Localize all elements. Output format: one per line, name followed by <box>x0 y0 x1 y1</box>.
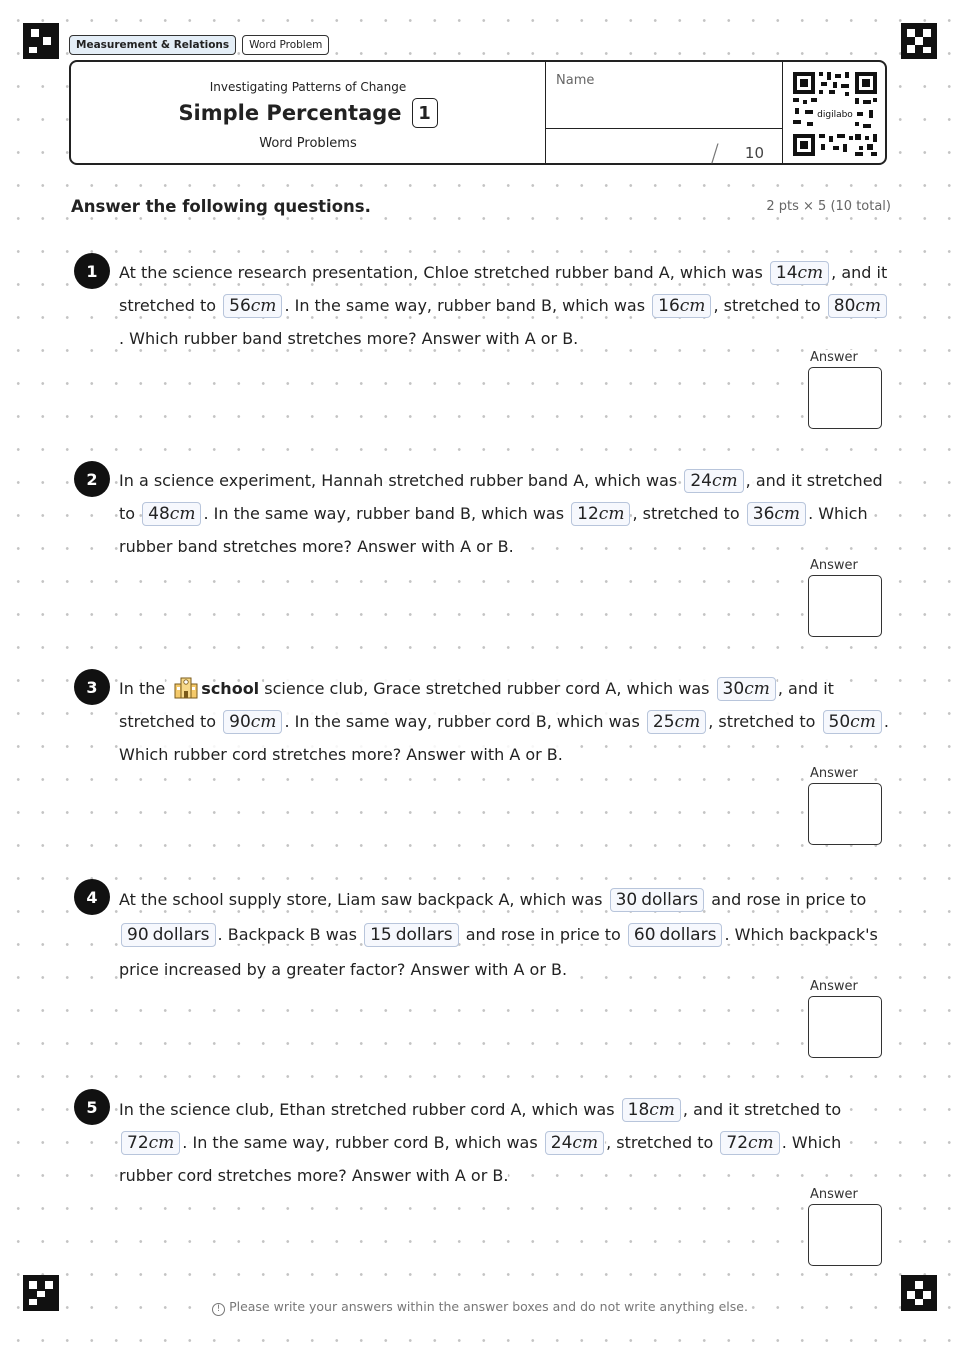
header-title-row <box>71 98 545 128</box>
worksheet-header <box>69 60 887 165</box>
footer-text: Please write your answers within the answer boxes and do not write anything else. <box>229 1299 748 1314</box>
points-summary: 2 pts × 5 (10 total) <box>766 199 891 214</box>
question-text-3: In the school science club, Grace stretched rubber cord A, which was 30cm , and it stretched to 90cm . In the same way, rubber cord B, which was 25cm , stretched to 50cm . Which rubber cord stretches more? Answer with A or B. <box>119 672 891 771</box>
registration-marker-top-left <box>23 23 59 59</box>
answer-label-1: Answer <box>810 350 858 365</box>
answer-box-2[interactable] <box>808 575 882 637</box>
question-text-2: In a science experiment, Hannah stretched rubber band A, which was 24cm , and it stretched to 48cm . In the same way, rubber band B, which was 12cm , stretched to 36cm . Which rubber band stretches more? Answer with A or B. <box>119 471 883 556</box>
header-title-block <box>71 62 545 163</box>
score-slash-icon: / <box>710 139 719 167</box>
value-box: 56cm <box>223 294 282 318</box>
score-total: 10 <box>744 144 764 162</box>
question-number-5: 5 <box>74 1089 110 1125</box>
value-box: 24cm <box>684 469 743 493</box>
header-subtitle: Investigating Patterns of Change <box>209 80 407 94</box>
name-label: Name <box>556 73 595 88</box>
question-number-1: 1 <box>74 253 110 289</box>
value-box: 90cm <box>223 710 282 734</box>
value-box: 15 dollars <box>364 923 459 947</box>
score-field <box>711 139 764 167</box>
info-icon: ! <box>212 1303 225 1316</box>
value-box: 18cm <box>622 1098 681 1122</box>
answer-label-4: Answer <box>810 979 858 994</box>
value-box: 80cm <box>828 294 887 318</box>
question-number-3: 3 <box>74 669 110 705</box>
answer-box-3[interactable] <box>808 783 882 845</box>
question-text-4: At the school supply store, Liam saw backpack A, which was 30 dollars and rose in price to 90 dollars . Backpack B was 15 dollars and rose in price to 60 dollars . Which backpack's price increased by a greater factor? Answer with A or B. <box>119 890 878 979</box>
value-box: 72cm <box>121 1131 180 1155</box>
name-score-block <box>545 62 783 167</box>
qr-code-icon <box>793 72 877 156</box>
question-number-4: 4 <box>74 879 110 915</box>
answer-label-3: Answer <box>810 766 858 781</box>
tag-type: Word Problem <box>242 35 329 55</box>
question-text-1: At the science research presentation, Chloe stretched rubber band A, which was 14cm , and it stretched to 56cm . In the same way, rubber band B, which was 16cm , stretched to 80cm. Which rubber band stretches more? Answer with A or B. <box>119 263 888 348</box>
header-divider <box>546 128 782 129</box>
value-box: 30 dollars <box>610 888 705 912</box>
worksheet-number: 1 <box>412 98 438 128</box>
value-box: 30cm <box>717 677 776 701</box>
value-box: 25cm <box>647 710 706 734</box>
value-box: 72cm <box>720 1131 779 1155</box>
footer-note <box>0 1299 960 1316</box>
question-text-5: In the science club, Ethan stretched rubber cord A, which was 18cm , and it stretched to 72cm . In the same way, rubber cord B, which was 24cm , stretched to 72cm . Which rubber cord stretches more? Answer with A or B. <box>119 1100 842 1185</box>
tag-category: Measurement & Relations <box>69 35 236 55</box>
keyword-school: school <box>201 679 260 698</box>
answer-box-1[interactable] <box>808 367 882 429</box>
category-tags <box>69 35 329 55</box>
value-box: 50cm <box>823 710 882 734</box>
qr-label: digilabo <box>817 110 853 120</box>
value-box: 48cm <box>142 502 201 526</box>
answer-box-5[interactable] <box>808 1204 882 1266</box>
question-number-2: 2 <box>74 461 110 497</box>
value-box: 60 dollars <box>628 923 723 947</box>
header-kind: Word Problems <box>259 136 357 151</box>
value-box: 16cm <box>652 294 711 318</box>
value-box: 24cm <box>545 1131 604 1155</box>
value-box: 36cm <box>747 502 806 526</box>
school-icon <box>174 675 198 699</box>
value-box: 12cm <box>571 502 630 526</box>
value-box: 14cm <box>770 261 829 285</box>
registration-marker-top-right <box>901 23 937 59</box>
answer-box-4[interactable] <box>808 996 882 1058</box>
answer-label-2: Answer <box>810 558 858 573</box>
value-box: 90 dollars <box>121 923 216 947</box>
answer-label-5: Answer <box>810 1187 858 1202</box>
instructions: Answer the following questions. <box>71 197 371 216</box>
page-title: Simple Percentage <box>178 101 402 125</box>
